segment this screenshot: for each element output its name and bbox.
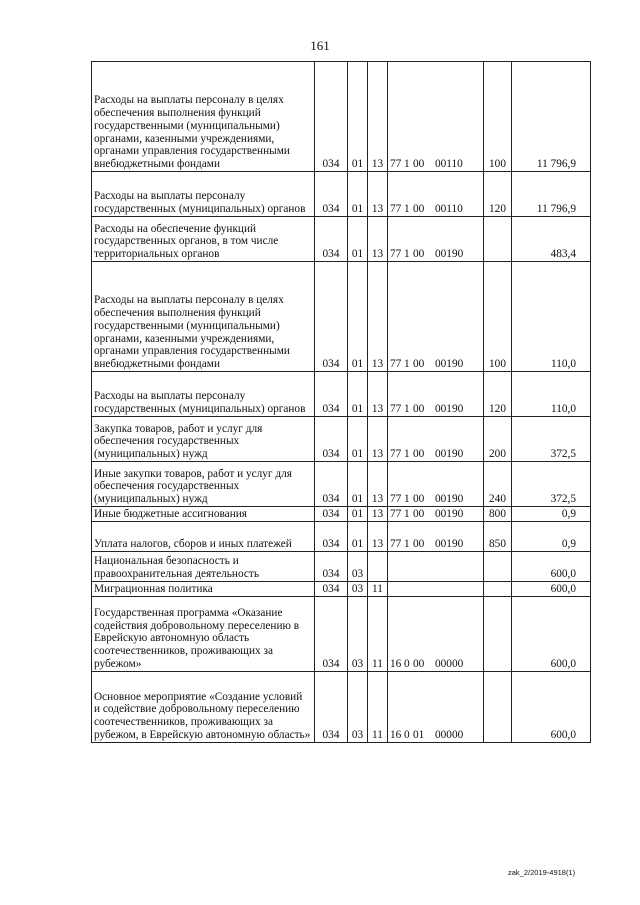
subsection-code [368,552,388,582]
row-name: Национальная безопасность и правоохранительная деятельность [92,552,315,582]
target-article-part: 00190 [435,403,464,416]
amount: 11 796,9 [512,172,591,217]
expense-type-code [484,596,512,671]
table-row [92,172,591,217]
ministry-code: 034 [315,671,348,742]
footer-code: zak_2/2019-4918(1) [508,868,576,877]
target-article-part: 00 [413,403,425,416]
target-article-part: 00 [413,493,425,506]
target-article-part: 1 [404,158,410,171]
target-article-part: 1 [404,493,410,506]
target-article-part: 00190 [435,508,464,521]
subsection-code: 13 [368,522,388,552]
section-code: 03 [348,596,368,671]
budget-table [91,61,591,743]
subsection-code: 13 [368,417,388,462]
target-article-part: 00 [413,203,425,216]
expense-type-code: 850 [484,522,512,552]
row-name: Расходы на обеспечение функций государственных органов, в том числе территориальных органов [92,217,315,262]
target-article-part: 00 [413,358,425,371]
amount: 600,0 [512,596,591,671]
subsection-code: 13 [368,262,388,372]
row-name: Государственная программа «Оказание содействия добровольному переселению в Еврейскую автономную область соотечественников, проживающих за рубежом» [92,596,315,671]
table-row [92,262,591,372]
target-article-code [388,417,484,462]
target-article-part: 77 [390,538,402,551]
target-article-part: 00190 [435,538,464,551]
target-article-part: 1 [404,403,410,416]
section-code: 01 [348,62,368,172]
subsection-code: 11 [368,582,388,597]
ministry-code: 034 [315,172,348,217]
expense-type-code [484,552,512,582]
target-article-code [388,507,484,522]
ministry-code: 034 [315,372,348,417]
target-article-code [388,582,484,597]
target-article-part: 77 [390,493,402,506]
section-code: 03 [348,552,368,582]
target-article-code [388,671,484,742]
amount: 372,5 [512,462,591,507]
target-article-part: 16 [390,729,402,741]
section-code: 01 [348,507,368,522]
amount: 600,0 [512,582,591,597]
target-article-part: 77 [390,403,402,416]
subsection-code: 11 [368,596,388,671]
target-article-part: 77 [390,203,402,216]
target-article-code [388,596,484,671]
expense-type-code: 120 [484,172,512,217]
target-article-part: 16 [390,658,402,670]
target-article-part: 77 [390,158,402,171]
target-article-part: 1 [404,248,410,261]
target-article-part: 1 [404,358,410,371]
target-article-code [388,522,484,552]
table-row [92,507,591,522]
amount: 483,4 [512,217,591,262]
target-article-part: 00 [413,658,425,670]
table-row [92,462,591,507]
ministry-code: 034 [315,462,348,507]
subsection-code: 13 [368,172,388,217]
target-article-part: 1 [404,508,410,521]
amount: 0,9 [512,507,591,522]
table-row [92,671,591,742]
row-name: Закупка товаров, работ и услуг для обеспечения государственных (муниципальных) нужд [92,417,315,462]
amount: 110,0 [512,262,591,372]
target-article-part: 00190 [435,493,464,506]
row-name: Расходы на выплаты персоналу в целях обеспечения выполнения функций государственными (муниципальными) органами, казенными учреждениями, органами управления государственными внебюджетными фондами [92,62,315,172]
amount: 600,0 [512,671,591,742]
ministry-code: 034 [315,582,348,597]
table-row [92,596,591,671]
subsection-code: 13 [368,372,388,417]
expense-type-code: 200 [484,417,512,462]
target-article-code [388,462,484,507]
subsection-code: 13 [368,217,388,262]
row-name: Расходы на выплаты персоналу государственных (муниципальных) органов [92,372,315,417]
target-article-code [388,217,484,262]
target-article-part: 77 [390,248,402,261]
page-number: 161 [310,38,330,53]
target-article-part: 00190 [435,358,464,371]
target-article-part: 77 [390,508,402,521]
target-article-code [388,62,484,172]
ministry-code: 034 [315,507,348,522]
expense-type-code: 800 [484,507,512,522]
target-article-code [388,552,484,582]
amount: 372,5 [512,417,591,462]
target-article-part: 00190 [435,448,464,461]
target-article-part: 1 [404,448,410,461]
row-name: Основное мероприятие «Создание условий и содействие добровольному переселению соотечественников, проживающих за рубежом, в Еврейскую автономную область» [92,671,315,742]
expense-type-code: 100 [484,262,512,372]
expense-type-code [484,217,512,262]
target-article-code [388,262,484,372]
table-row [92,62,591,172]
expense-type-code: 120 [484,372,512,417]
section-code: 01 [348,217,368,262]
row-name: Уплата налогов, сборов и иных платежей [92,522,315,552]
amount: 11 796,9 [512,62,591,172]
subsection-code: 13 [368,462,388,507]
ministry-code: 034 [315,552,348,582]
subsection-code: 11 [368,671,388,742]
subsection-code: 13 [368,507,388,522]
target-article-part: 00110 [435,158,463,171]
table-row [92,582,591,597]
target-article-part: 0 [404,729,410,741]
ministry-code: 034 [315,262,348,372]
table-row [92,372,591,417]
target-article-part: 01 [413,729,425,741]
row-name: Расходы на выплаты персоналу в целях обеспечения выполнения функций государственными (муниципальными) органами, казенными учреждениями, органами управления государственными внебюджетными фондами [92,262,315,372]
section-code: 01 [348,417,368,462]
target-article-part: 00 [413,508,425,521]
expense-type-code: 240 [484,462,512,507]
row-name: Миграционная политика [92,582,315,597]
target-article-part: 0 [404,658,410,670]
section-code: 01 [348,262,368,372]
target-article-part: 77 [390,448,402,461]
section-code: 03 [348,671,368,742]
expense-type-code [484,582,512,597]
ministry-code: 034 [315,417,348,462]
target-article-part: 00 [413,448,425,461]
section-code: 01 [348,462,368,507]
table-row [92,552,591,582]
row-name: Иные бюджетные ассигнования [92,507,315,522]
target-article-part: 00 [413,248,425,261]
ministry-code: 034 [315,522,348,552]
section-code: 01 [348,522,368,552]
target-article-part: 1 [404,203,410,216]
table-row [92,522,591,552]
amount: 110,0 [512,372,591,417]
subsection-code: 13 [368,62,388,172]
amount: 0,9 [512,522,591,552]
ministry-code: 034 [315,596,348,671]
target-article-code [388,172,484,217]
expense-type-code [484,671,512,742]
ministry-code: 034 [315,217,348,262]
amount: 600,0 [512,552,591,582]
target-article-part: 77 [390,358,402,371]
target-article-part: 00110 [435,203,463,216]
target-article-code [388,372,484,417]
section-code: 03 [348,582,368,597]
table-row [92,217,591,262]
target-article-part: 00190 [435,248,464,261]
target-article-part: 00 [413,158,425,171]
row-name: Иные закупки товаров, работ и услуг для обеспечения государственных (муниципальных) нужд [92,462,315,507]
section-code: 01 [348,372,368,417]
target-article-part: 00000 [435,729,464,741]
ministry-code: 034 [315,62,348,172]
target-article-part: 1 [404,538,410,551]
row-name: Расходы на выплаты персоналу государственных (муниципальных) органов [92,172,315,217]
target-article-part: 00 [413,538,425,551]
section-code: 01 [348,172,368,217]
target-article-part: 00000 [435,658,464,670]
table-row [92,417,591,462]
expense-type-code: 100 [484,62,512,172]
